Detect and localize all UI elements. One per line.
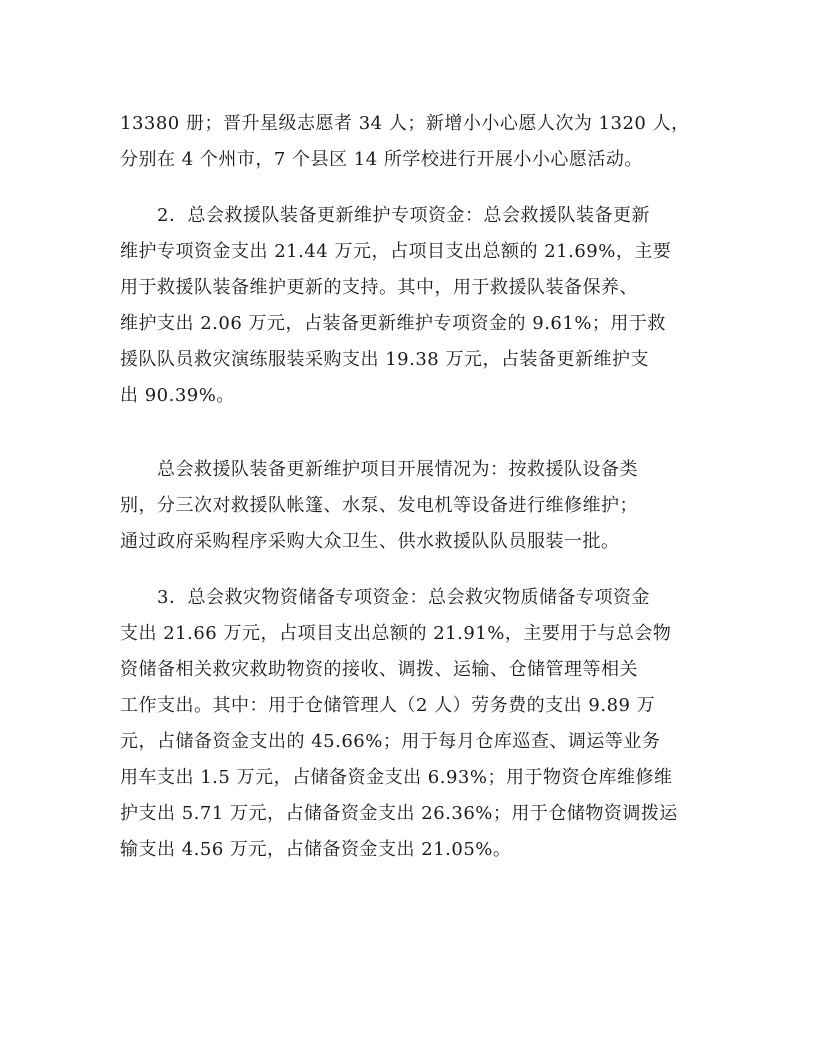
paragraph-rescue-equipment-progress — [120, 452, 700, 560]
text-line: 用于救援队装备维护更新的支持。其中，用于救援队装备保养、 — [120, 277, 638, 298]
text-line: 别，分三次对救援队帐篷、水泵、发电机等设备进行维修维护； — [120, 495, 638, 516]
text-line: 出 90.39%。 — [120, 385, 235, 406]
text-line: 输支出 4.56 万元，占储备资金支出 21.05%。 — [120, 839, 512, 860]
text-line: 维护专项资金支出 21.44 万元，占项目支出总额的 21.69%，主要 — [120, 241, 672, 262]
text-line: 分别在 4 个州市，7 个县区 14 所学校进行开展小小心愿活动。 — [120, 149, 643, 170]
text-line: 援队队员救灾演练服装采购支出 19.38 万元，占装备更新维护支 — [120, 349, 649, 370]
text-line: 维护支出 2.06 万元，占装备更新维护专项资金的 9.61%；用于救 — [120, 313, 666, 334]
text-line: 工作支出。其中：用于仓储管理人（2 人）劳务费的支出 9.89 万 — [120, 695, 656, 716]
paragraph-volunteer-summary — [120, 106, 700, 178]
text-line: 通过政府采购程序采购大众卫生、供水救援队队员服装一批。 — [120, 531, 620, 552]
text-line: 用车支出 1.5 万元，占储备资金支出 6.93%；用于物资仓库维修维 — [120, 767, 673, 788]
text-line: 资储备相关救灾救助物资的接收、调拨、运输、仓储管理等相关 — [120, 659, 638, 680]
text-line: 2．总会救援队装备更新维护专项资金：总会救援队装备更新 — [120, 205, 650, 226]
text-line: 元，占储备资金支出的 45.66%；用于每月仓库巡查、调运等业务 — [120, 731, 661, 752]
paragraph-relief-supplies-fund — [120, 580, 700, 868]
text-line: 护支出 5.71 万元，占储备资金支出 26.36%；用于仓储物资调拨运 — [120, 803, 678, 824]
paragraph-rescue-equipment-fund — [120, 198, 700, 414]
text-line: 3．总会救灾物资储备专项资金：总会救灾物质储备专项资金 — [120, 587, 650, 608]
text-line: 支出 21.66 万元，占项目支出总额的 21.91%，主要用于与总会物 — [120, 623, 672, 644]
text-line: 总会救援队装备更新维护项目开展情况为：按救援队设备类 — [120, 459, 638, 480]
text-line: 13380 册；晋升星级志愿者 34 人；新增小小心愿人次为 1320 人， — [120, 113, 690, 134]
